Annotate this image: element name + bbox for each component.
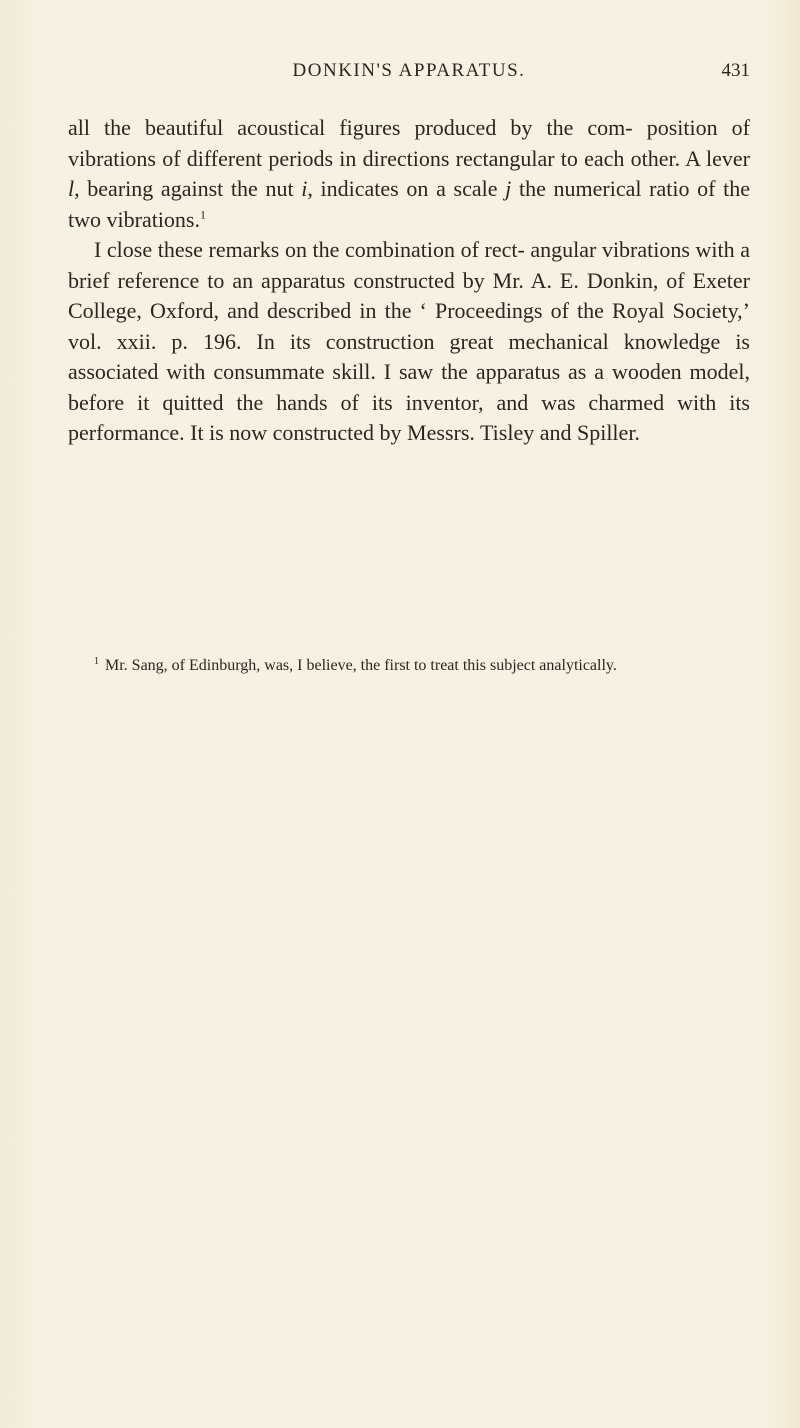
- running-head: DONKIN'S APPARATUS.: [292, 60, 526, 81]
- variable-j: j: [505, 176, 512, 201]
- paragraph-1: [68, 113, 750, 235]
- variable-i: i: [301, 176, 308, 201]
- paragraph-1-part-c: , indicates on a scale: [307, 176, 506, 201]
- footnote-text: Mr. Sang, of Edinburgh, was, I believe, the first to treat this subject analytically.: [105, 657, 617, 674]
- paragraph-1-part-b: , bearing against the nut: [74, 176, 302, 201]
- footnote-number: 1: [94, 655, 99, 667]
- page-header: [68, 60, 750, 90]
- footnote-1: [68, 655, 750, 676]
- body-text: [68, 113, 750, 449]
- variable-l: l: [68, 176, 75, 201]
- page-number: 431: [721, 60, 750, 81]
- paragraph-1-part-a: all the beautiful acoustical figures produced by the com- position of vibrations of different periods in directions rectangular to each other. A lever: [68, 115, 750, 171]
- paragraph-1-part-d: the numerical ratio of the two vibrations.: [68, 176, 750, 232]
- footnote-reference: 1: [200, 207, 206, 222]
- footnote: [68, 655, 750, 676]
- paragraph-2: I close these remarks on the combination of rect- angular vibrations with a brief reference to an apparatus constructed by Mr. A. E. Donkin, of Exeter College, Oxford, and described in the ‘ Proceedings of the Royal Society,’ vol. xxii. p. 196. In its construction great mechanical knowledge is associated with consummate skill. I saw the apparatus as a wooden model, before it quitted the hands of its inventor, and was charmed with its performance. It is now constructed by Messrs. Tisley and Spiller.: [68, 237, 750, 445]
